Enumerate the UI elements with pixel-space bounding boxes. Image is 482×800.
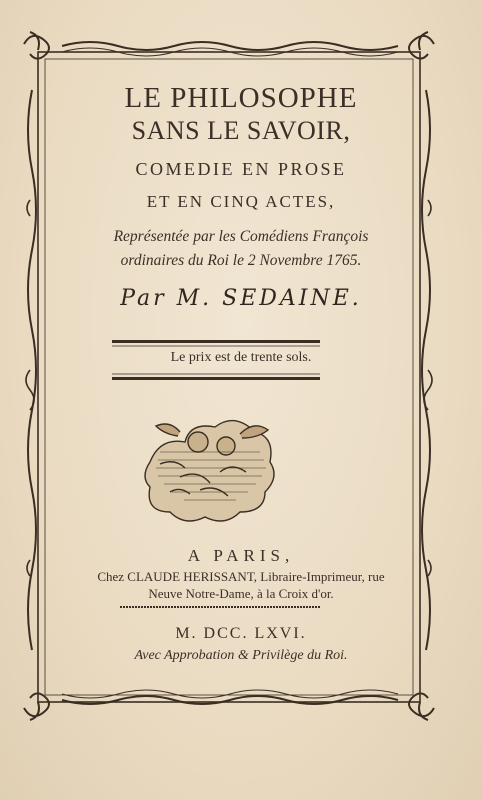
author-line: Par M. SEDAINE. — [120, 286, 362, 311]
publisher-line-2: Neuve Notre-Dame, à la Croix d'or. — [148, 586, 334, 601]
title-line-2: SANS LE SAVOIR, — [131, 116, 351, 145]
title-line-4: ET EN CINQ ACTES, — [146, 192, 336, 211]
cherub-cloud-vignette-icon — [140, 402, 280, 522]
imprint-year: M. DCC. LXVI. — [175, 625, 307, 642]
title-line-3: COMEDIE EN PROSE — [135, 159, 347, 179]
performance-line-1: Représentée par les Comédiens François — [113, 228, 369, 245]
title-line-1: LE PHILOSOPHE — [124, 82, 358, 114]
performance-line-2: ordinaires du Roi le 2 Novembre 1765. — [120, 252, 362, 269]
imprint-city: A PARIS, — [187, 546, 295, 565]
approbation-line: Avec Approbation & Privilège du Roi. — [134, 648, 348, 663]
price-line: Le prix est de trente sols. — [170, 350, 312, 365]
publisher-line-1: Chez CLAUDE HERISSANT, Libraire-Imprimeur, rue — [97, 569, 385, 584]
